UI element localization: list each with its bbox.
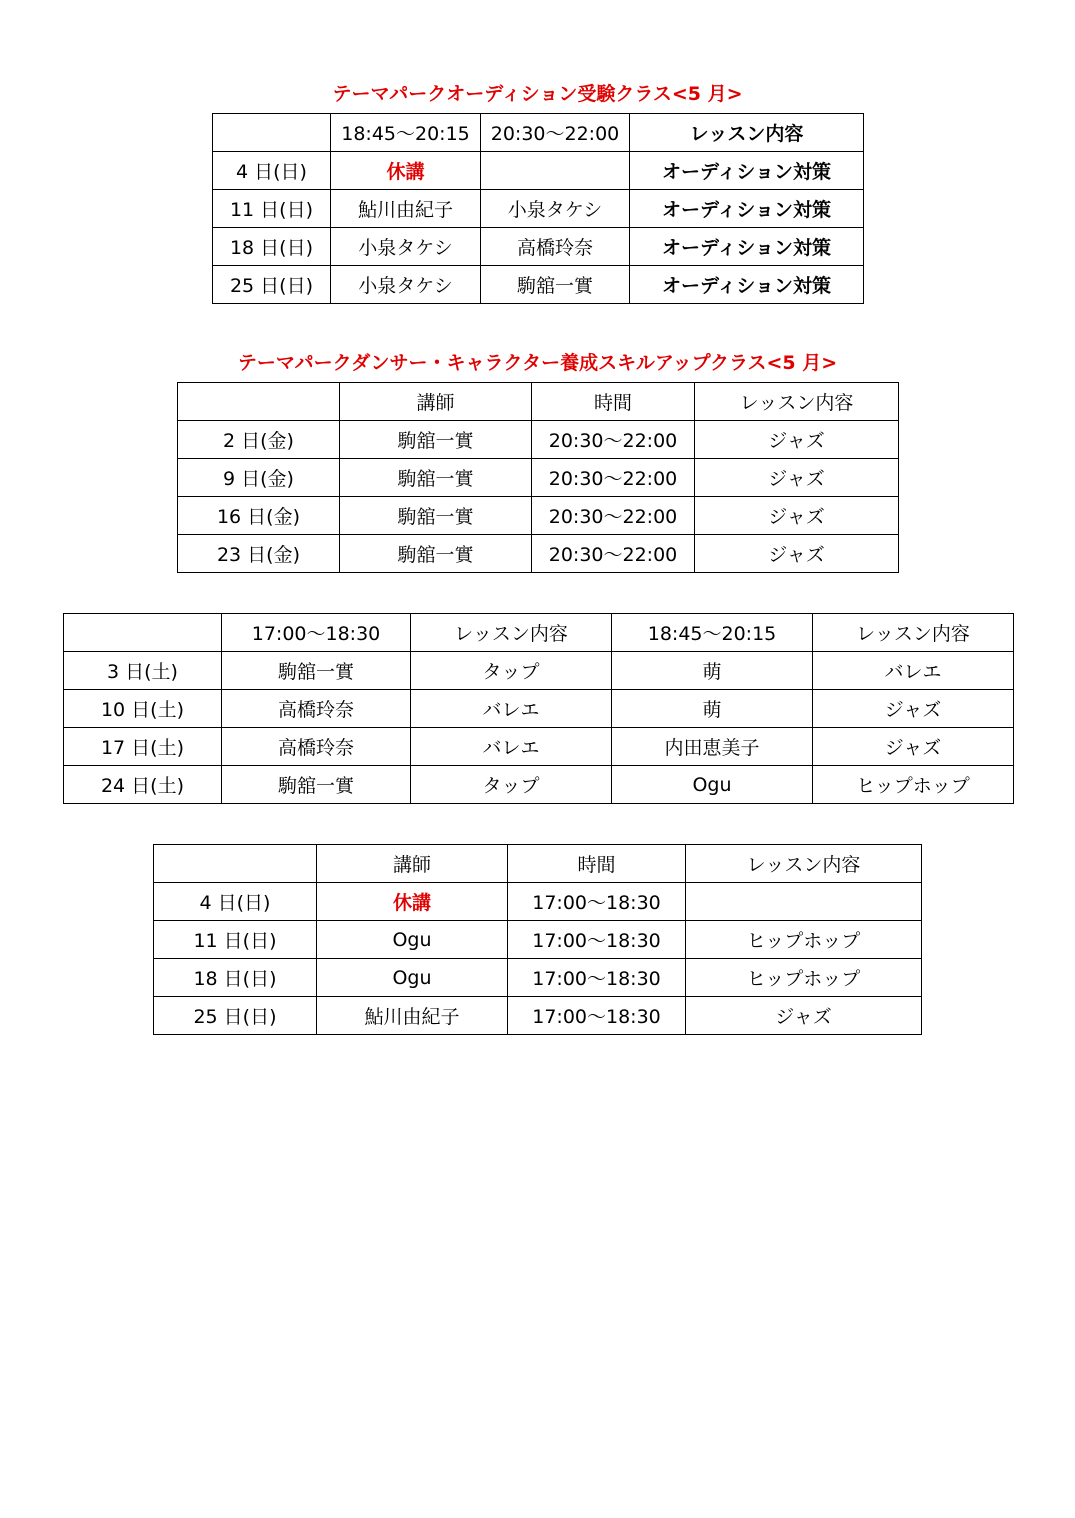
time-cell: 17:00～18:30 [508, 921, 686, 959]
header-cell [213, 114, 331, 152]
time-cell: 17:00～18:30 [508, 959, 686, 997]
content-cell: バレエ [813, 652, 1014, 690]
header-cell: レッスン内容 [411, 614, 612, 652]
date-cell: 17 日(土) [64, 728, 222, 766]
table-row [178, 459, 899, 497]
instructor-cell [481, 152, 630, 190]
date-cell: 25 日(日) [154, 997, 317, 1035]
date-cell: 11 日(日) [154, 921, 317, 959]
instructor-cell: 駒舘一實 [481, 266, 630, 304]
date-cell: 23 日(金) [178, 535, 340, 573]
instructor-cell: Ogu [317, 959, 508, 997]
content-cell: バレエ [411, 690, 612, 728]
content-cell: ヒップホップ [686, 959, 922, 997]
table-row [154, 959, 922, 997]
instructor-cell: 小泉タケシ [331, 266, 481, 304]
date-cell: 4 日(日) [154, 883, 317, 921]
date-cell: 2 日(金) [178, 421, 340, 459]
instructor-cell: 駒舘一實 [340, 459, 532, 497]
table-header-row [154, 845, 922, 883]
cancelled-cell: 休講 [317, 883, 508, 921]
skillup-class-table [177, 382, 899, 573]
table-row [178, 421, 899, 459]
content-cell: ジャズ [695, 535, 899, 573]
saturday-class-table [63, 613, 1014, 804]
time-cell: 20:30～22:00 [532, 459, 695, 497]
content-cell: ジャズ [695, 497, 899, 535]
table-row [213, 266, 864, 304]
header-cell: 時間 [532, 383, 695, 421]
content-cell: ジャズ [695, 459, 899, 497]
date-cell: 9 日(金) [178, 459, 340, 497]
header-cell: 講師 [340, 383, 532, 421]
section2-title: テーマパークダンサー・キャラクター養成スキルアップクラス<5 月> [237, 352, 838, 374]
date-cell: 25 日(日) [213, 266, 331, 304]
header-cell: レッスン内容 [695, 383, 899, 421]
table-row [64, 766, 1014, 804]
content-cell: オーディション対策 [630, 190, 864, 228]
table-row [64, 652, 1014, 690]
audition-class-table [212, 113, 864, 304]
table-header-row [64, 614, 1014, 652]
instructor-cell: Ogu [612, 766, 813, 804]
content-cell: タップ [411, 652, 612, 690]
table-row [213, 152, 864, 190]
date-cell: 3 日(土) [64, 652, 222, 690]
header-cell: レッスン内容 [630, 114, 864, 152]
content-cell: ジャズ [813, 690, 1014, 728]
header-cell: 18:45～20:15 [331, 114, 481, 152]
date-cell: 16 日(金) [178, 497, 340, 535]
time-cell: 20:30～22:00 [532, 535, 695, 573]
content-cell: オーディション対策 [630, 266, 864, 304]
table-row [213, 190, 864, 228]
time-cell: 20:30～22:00 [532, 421, 695, 459]
time-cell: 17:00～18:30 [508, 997, 686, 1035]
instructor-cell: 萌 [612, 652, 813, 690]
content-cell: タップ [411, 766, 612, 804]
table-row [64, 728, 1014, 766]
table-header-row [213, 114, 864, 152]
time-cell: 20:30～22:00 [532, 497, 695, 535]
section1-title: テーマパークオーディション受験クラス<5 月> [332, 83, 743, 105]
content-cell: オーディション対策 [630, 152, 864, 190]
instructor-cell: Ogu [317, 921, 508, 959]
header-cell: 17:00～18:30 [222, 614, 411, 652]
content-cell: ヒップホップ [686, 921, 922, 959]
date-cell: 10 日(土) [64, 690, 222, 728]
instructor-cell: 鮎川由紀子 [317, 997, 508, 1035]
date-cell: 24 日(土) [64, 766, 222, 804]
date-cell: 4 日(日) [213, 152, 331, 190]
time-cell: 17:00～18:30 [508, 883, 686, 921]
instructor-cell: 高橋玲奈 [222, 690, 411, 728]
table-row [154, 921, 922, 959]
instructor-cell: 鮎川由紀子 [331, 190, 481, 228]
table-header-row [178, 383, 899, 421]
instructor-cell: 高橋玲奈 [222, 728, 411, 766]
table-row [154, 883, 922, 921]
content-cell: ジャズ [686, 997, 922, 1035]
content-cell: ジャズ [813, 728, 1014, 766]
table-row [178, 497, 899, 535]
table-row [178, 535, 899, 573]
header-cell [154, 845, 317, 883]
header-cell: 18:45～20:15 [612, 614, 813, 652]
instructor-cell: 駒舘一實 [222, 652, 411, 690]
content-cell: バレエ [411, 728, 612, 766]
instructor-cell: 駒舘一實 [340, 535, 532, 573]
date-cell: 18 日(日) [213, 228, 331, 266]
content-cell: ジャズ [695, 421, 899, 459]
sunday-class-table [153, 844, 922, 1035]
content-cell [686, 883, 922, 921]
table-row [213, 228, 864, 266]
date-cell: 18 日(日) [154, 959, 317, 997]
table-row [64, 690, 1014, 728]
instructor-cell: 小泉タケシ [481, 190, 630, 228]
header-cell: 講師 [317, 845, 508, 883]
instructor-cell: 駒舘一實 [340, 497, 532, 535]
content-cell: ヒップホップ [813, 766, 1014, 804]
header-cell: 20:30～22:00 [481, 114, 630, 152]
header-cell: レッスン内容 [813, 614, 1014, 652]
instructor-cell: 小泉タケシ [331, 228, 481, 266]
instructor-cell: 内田恵美子 [612, 728, 813, 766]
header-cell [178, 383, 340, 421]
instructor-cell: 高橋玲奈 [481, 228, 630, 266]
instructor-cell: 駒舘一實 [222, 766, 411, 804]
header-cell [64, 614, 222, 652]
content-cell: オーディション対策 [630, 228, 864, 266]
date-cell: 11 日(日) [213, 190, 331, 228]
instructor-cell: 萌 [612, 690, 813, 728]
cancelled-cell: 休講 [331, 152, 481, 190]
header-cell: 時間 [508, 845, 686, 883]
table-row [154, 997, 922, 1035]
instructor-cell: 駒舘一實 [340, 421, 532, 459]
header-cell: レッスン内容 [686, 845, 922, 883]
